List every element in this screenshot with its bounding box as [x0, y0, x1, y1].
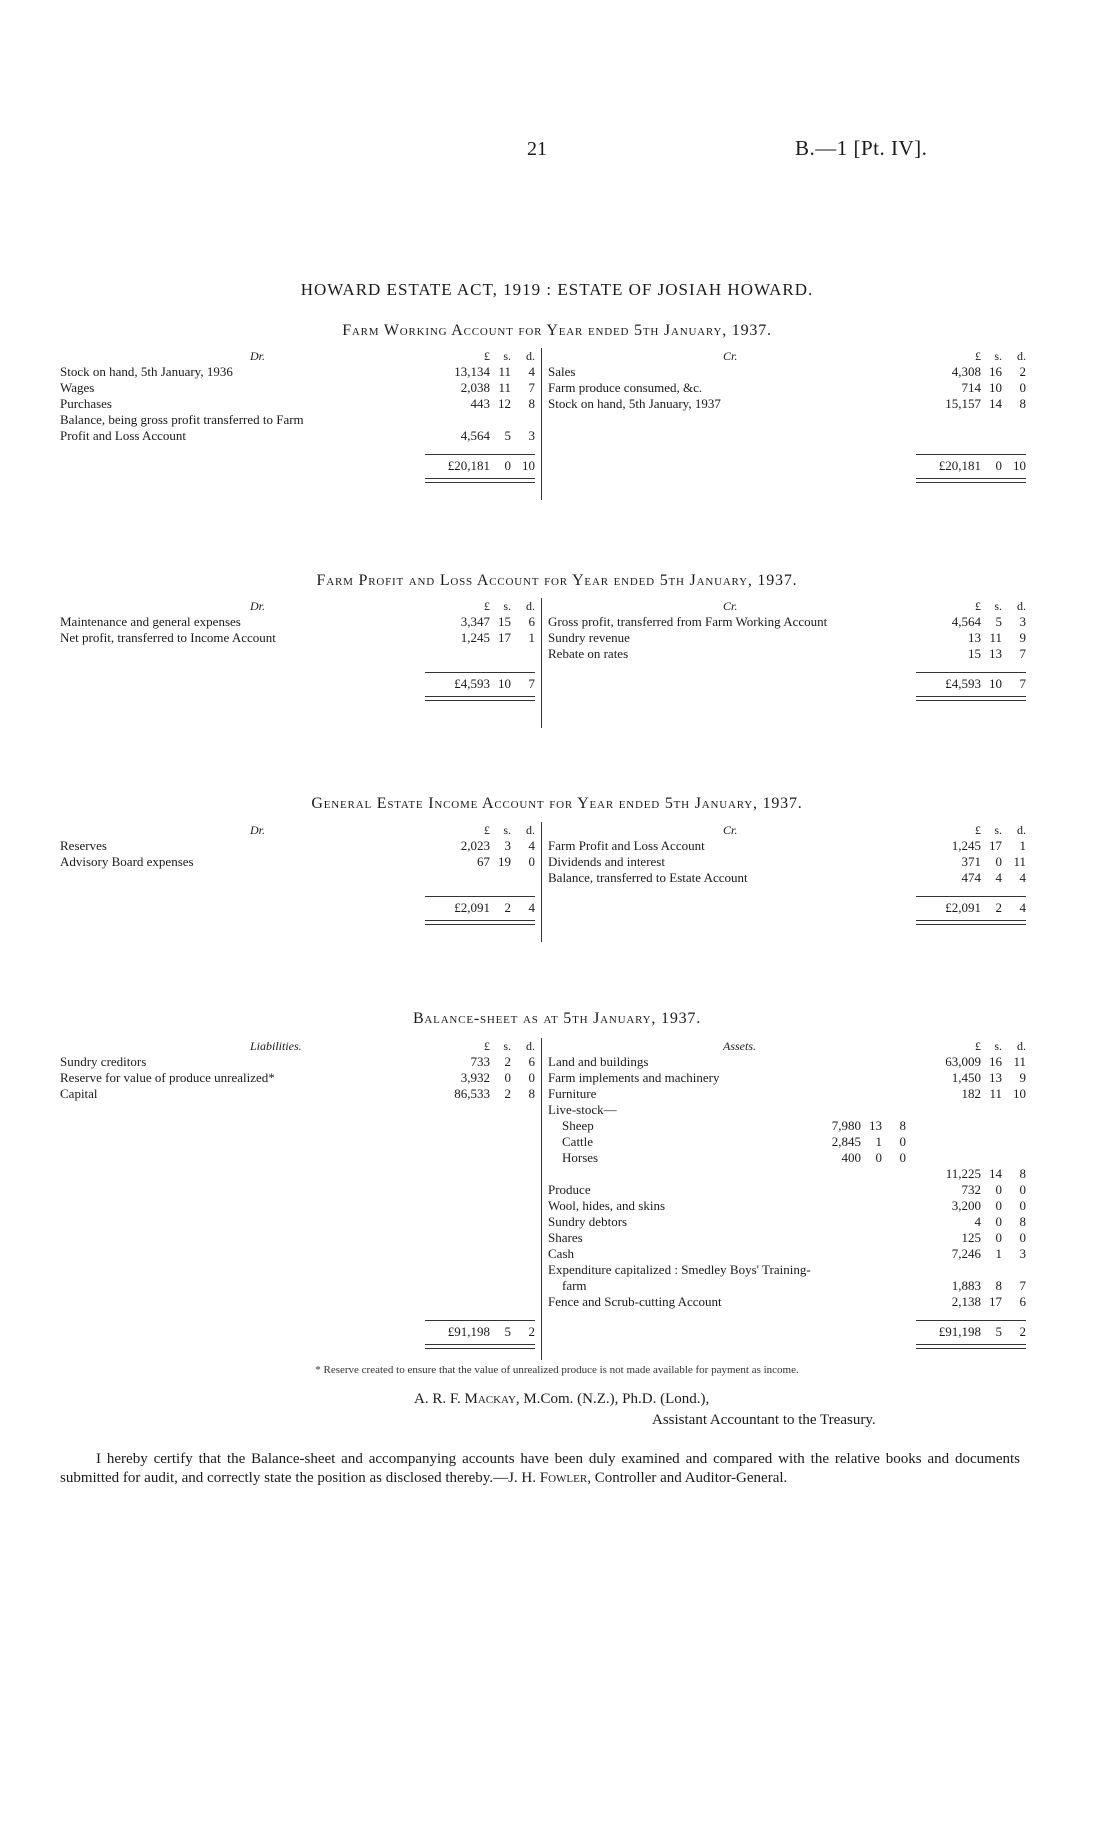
amount-pounds: 371 — [961, 854, 981, 869]
right-total-rule — [916, 896, 1026, 897]
credit-label: Cr. — [723, 599, 738, 613]
row-description: Expenditure capitalized : Smedley Boys' Training- — [548, 1262, 811, 1277]
ledger-row — [60, 364, 535, 380]
right-total-double-rule — [916, 920, 1026, 925]
amount-pounds: 86,533 — [454, 1086, 490, 1101]
pence-header: d. — [526, 599, 535, 613]
total-pounds: £20,181 — [938, 458, 981, 473]
row-description: Farm implements and machinery — [548, 1070, 720, 1085]
pound-header: £ — [975, 349, 981, 363]
row-description: Gross profit, transferred from Farm Working Account — [548, 614, 828, 629]
ledger-row — [60, 396, 535, 412]
pence-header: d. — [1017, 599, 1026, 613]
right-total-rule — [916, 1320, 1026, 1321]
amount-pounds: 2,038 — [460, 380, 490, 395]
total-shillings: 0 — [504, 458, 511, 473]
amount-shillings: 17 — [989, 838, 1002, 853]
amount-pounds: 474 — [961, 870, 981, 885]
ledger-row — [548, 1294, 1026, 1310]
amount-pence: 8 — [1019, 396, 1026, 411]
column-header — [548, 822, 1026, 838]
amount-shillings: 4 — [995, 870, 1002, 885]
certificate-signer-role: , Controller and Auditor-General. — [587, 1470, 788, 1486]
left-total-rule — [425, 672, 535, 673]
amount-pence: 6 — [528, 614, 535, 629]
amount-pounds: 63,009 — [945, 1054, 981, 1069]
pence-header: d. — [1017, 1039, 1026, 1053]
amount-shillings: 0 — [995, 1230, 1002, 1245]
left-total-rule — [425, 896, 535, 897]
ledger-row — [548, 380, 1026, 396]
amount-shillings: 17 — [498, 630, 511, 645]
ledger-row — [60, 854, 535, 870]
total-shillings: 5 — [504, 1324, 511, 1339]
ledger-row — [548, 1102, 1026, 1118]
sub-amount-shillings: 1 — [875, 1134, 882, 1149]
column-divider — [541, 822, 542, 942]
amount-pounds: 3,932 — [460, 1070, 490, 1085]
amount-pounds: 2,138 — [951, 1294, 981, 1309]
credit-side — [548, 1038, 1026, 1310]
right-total-double-rule — [916, 696, 1026, 701]
amount-pence: 0 — [528, 1070, 535, 1085]
credit-label: Cr. — [723, 349, 738, 363]
ledger-row — [548, 614, 1026, 630]
row-description: Sundry revenue — [548, 630, 630, 645]
row-description: Horses — [562, 1150, 599, 1165]
total-pounds: £91,198 — [447, 1324, 490, 1339]
amount-pence: 9 — [1019, 630, 1026, 645]
amount-pounds: 1,450 — [951, 1070, 981, 1085]
credit-side — [548, 598, 1026, 662]
amount-pence: 11 — [1013, 1054, 1026, 1069]
row-description: Farm produce consumed, &c. — [548, 380, 703, 395]
amount-pence: 8 — [528, 1086, 535, 1101]
row-description: Wages — [60, 380, 95, 395]
row-description: Wool, hides, and skins — [548, 1198, 666, 1213]
column-header — [548, 598, 1026, 614]
column-header — [60, 822, 535, 838]
amount-pence: 0 — [1019, 1182, 1026, 1197]
ledger-row — [60, 428, 535, 444]
signature-name: A. R. F. Mackay — [414, 1391, 516, 1407]
total-pounds: £4,593 — [454, 676, 490, 691]
row-description: Cattle — [562, 1134, 594, 1149]
amount-pounds: 1,245 — [460, 630, 490, 645]
ledger-row — [60, 1070, 535, 1086]
amount-pounds: 714 — [961, 380, 981, 395]
general-income-account — [60, 822, 1026, 942]
total-shillings: 2 — [504, 900, 511, 915]
amount-shillings: 13 — [989, 1070, 1002, 1085]
amount-pounds: 15 — [968, 646, 981, 661]
credit-side — [548, 348, 1026, 412]
amount-shillings: 15 — [498, 614, 511, 629]
row-description: Net profit, transferred to Income Account — [60, 630, 276, 645]
amount-pounds: 13 — [968, 630, 981, 645]
amount-shillings: 11 — [989, 630, 1002, 645]
amount-shillings: 2 — [504, 1086, 511, 1101]
ledger-row — [548, 1086, 1026, 1102]
ledger-row — [60, 630, 535, 646]
amount-pounds: 4,564 — [951, 614, 981, 629]
pence-header: d. — [526, 823, 535, 837]
row-description: Fence and Scrub-cutting Account — [548, 1294, 722, 1309]
debit-label: Dr. — [250, 599, 266, 613]
ledger-row — [60, 1086, 535, 1102]
left-total-row — [60, 676, 535, 692]
ledger-row — [60, 838, 535, 854]
ledger-row — [548, 1070, 1026, 1086]
amount-shillings: 1 — [995, 1246, 1002, 1261]
signature-quals: , M.Com. (N.Z.), Ph.D. (Lond.), — [515, 1391, 710, 1407]
ledger-row — [548, 1278, 1026, 1294]
row-description: Advisory Board expenses — [60, 854, 194, 869]
amount-shillings: 11 — [498, 364, 511, 379]
pound-header: £ — [484, 823, 490, 837]
sub-amount-pence: 0 — [899, 1150, 906, 1165]
row-description: Balance, transferred to Estate Account — [548, 870, 748, 885]
right-total-row — [548, 900, 1026, 916]
right-total-row — [548, 676, 1026, 692]
row-description: Rebate on rates — [548, 646, 629, 661]
credit-label: Assets. — [723, 1039, 756, 1053]
right-total-double-rule — [916, 478, 1026, 483]
left-total-row — [60, 1324, 535, 1340]
amount-shillings: 11 — [989, 1086, 1002, 1101]
debit-label: Liabilities. — [250, 1039, 302, 1053]
total-pounds: £20,181 — [447, 458, 490, 473]
amount-shillings: 12 — [498, 396, 511, 411]
right-total-row — [548, 458, 1026, 474]
amount-pounds: 733 — [470, 1054, 490, 1069]
debit-side — [60, 598, 535, 646]
total-pounds: £4,593 — [945, 676, 981, 691]
sub-amount-pounds: 7,980 — [831, 1118, 861, 1133]
amount-pounds: 3,200 — [951, 1198, 981, 1213]
amount-shillings: 17 — [989, 1294, 1002, 1309]
amount-pence: 11 — [1013, 854, 1026, 869]
left-total-rule — [425, 1320, 535, 1321]
amount-pence: 3 — [528, 428, 535, 443]
ledger-row — [60, 380, 535, 396]
amount-shillings: 0 — [995, 1182, 1002, 1197]
amount-pence: 1 — [1019, 838, 1026, 853]
shilling-header: s. — [994, 1039, 1002, 1053]
amount-shillings: 0 — [504, 1070, 511, 1085]
amount-pounds: 11,225 — [945, 1166, 981, 1181]
amount-pence: 10 — [1013, 1086, 1026, 1101]
balance-sheet-account — [60, 1038, 1026, 1360]
pence-header: d. — [1017, 349, 1026, 363]
amount-pence: 7 — [1019, 1278, 1026, 1293]
amount-pounds: 732 — [961, 1182, 981, 1197]
certificate-text: I hereby certify that the Balance-sheet and accompanying accounts have been duly examined and compared with the relative books and documents submitted for audit, and correctly state the position as disclosed thereby.— — [60, 1451, 1020, 1486]
ledger-row — [548, 1214, 1026, 1230]
right-total-double-rule — [916, 1344, 1026, 1349]
row-description: Sheep — [562, 1118, 594, 1133]
amount-shillings: 0 — [995, 854, 1002, 869]
total-pence: 10 — [1013, 458, 1026, 473]
amount-pounds: 4,564 — [460, 428, 490, 443]
debit-side — [60, 822, 535, 870]
row-description: Land and buildings — [548, 1054, 649, 1069]
row-description: Sundry debtors — [548, 1214, 628, 1229]
amount-pence: 8 — [1019, 1214, 1026, 1229]
shilling-header: s. — [994, 599, 1002, 613]
sub-amount-pence: 8 — [899, 1118, 906, 1133]
row-description: farm — [562, 1278, 587, 1293]
amount-shillings: 14 — [989, 396, 1002, 411]
total-shillings: 10 — [989, 676, 1002, 691]
row-description: Maintenance and general expenses — [60, 614, 241, 629]
shilling-header: s. — [503, 1039, 511, 1053]
column-divider — [541, 1038, 542, 1360]
amount-pounds: 443 — [470, 396, 490, 411]
ledger-row — [548, 1134, 1026, 1150]
right-total-rule — [916, 672, 1026, 673]
farm-pl-account — [60, 598, 1026, 728]
ledger-row — [60, 614, 535, 630]
amount-pence: 7 — [528, 380, 535, 395]
pound-header: £ — [975, 1039, 981, 1053]
footnote: * Reserve created to ensure that the value of unrealized produce is not made available for payment as income. — [315, 1364, 799, 1376]
amount-shillings: 0 — [995, 1198, 1002, 1213]
signature-line — [414, 1391, 709, 1408]
row-description: Profit and Loss Account — [60, 428, 187, 443]
sub-amount-pounds: 2,845 — [831, 1134, 861, 1149]
ledger-row — [548, 854, 1026, 870]
debit-side — [60, 1038, 535, 1102]
row-description: Stock on hand, 5th January, 1937 — [548, 396, 721, 411]
row-description: Shares — [548, 1230, 583, 1245]
row-description: Stock on hand, 5th January, 1936 — [60, 364, 233, 379]
ledger-row — [548, 1262, 1026, 1278]
farm-pl-title: Farm Profit and Loss Account for Year ended 5th January, 1937. — [316, 572, 798, 589]
farm-working-title: Farm Working Account for Year ended 5th January, 1937. — [342, 322, 772, 339]
column-divider — [541, 598, 542, 728]
left-total-double-rule — [425, 478, 535, 483]
pence-header: d. — [1017, 823, 1026, 837]
pound-header: £ — [975, 599, 981, 613]
ledger-row — [548, 1230, 1026, 1246]
total-pence: 4 — [1019, 900, 1026, 915]
row-description: Dividends and interest — [548, 854, 665, 869]
amount-pence: 2 — [1019, 364, 1026, 379]
amount-pence: 4 — [1019, 870, 1026, 885]
sub-amount-pounds: 400 — [841, 1150, 861, 1165]
left-total-rule — [425, 454, 535, 455]
main-title: HOWARD ESTATE ACT, 1919 : ESTATE OF JOSIAH HOWARD. — [300, 280, 814, 299]
row-description: Sundry creditors — [60, 1054, 147, 1069]
amount-shillings: 16 — [989, 364, 1002, 379]
ledger-row — [548, 1054, 1026, 1070]
amount-pence: 8 — [528, 396, 535, 411]
amount-pence: 8 — [1019, 1166, 1026, 1181]
amount-shillings: 3 — [504, 838, 511, 853]
amount-shillings: 19 — [498, 854, 511, 869]
shilling-header: s. — [994, 823, 1002, 837]
total-pounds: £2,091 — [945, 900, 981, 915]
signature-role: Assistant Accountant to the Treasury. — [652, 1412, 876, 1428]
row-description: Produce — [548, 1182, 591, 1197]
total-pence: 7 — [1019, 676, 1026, 691]
amount-pence: 7 — [1019, 646, 1026, 661]
shilling-header: s. — [503, 599, 511, 613]
amount-shillings: 10 — [989, 380, 1002, 395]
amount-pence: 4 — [528, 364, 535, 379]
page-number: 21 — [527, 138, 547, 160]
general-income-title: General Estate Income Account for Year ended 5th January, 1937. — [311, 795, 803, 812]
amount-pence: 0 — [528, 854, 535, 869]
farm-working-account — [60, 348, 1026, 500]
pence-header: d. — [526, 1039, 535, 1053]
column-divider — [541, 348, 542, 500]
total-pence: 2 — [1019, 1324, 1026, 1339]
amount-pence: 6 — [1019, 1294, 1026, 1309]
ledger-row — [548, 870, 1026, 886]
row-description: Live-stock— — [548, 1102, 617, 1117]
debit-label: Dr. — [250, 349, 266, 363]
ledger-row — [548, 1166, 1026, 1182]
ledger-row — [548, 1198, 1026, 1214]
sub-amount-shillings: 13 — [869, 1118, 882, 1133]
debit-label: Dr. — [250, 823, 266, 837]
row-description: Balance, being gross profit transferred to Farm — [60, 412, 304, 427]
sub-amount-shillings: 0 — [875, 1150, 882, 1165]
pence-header: d. — [526, 349, 535, 363]
amount-pounds: 2,023 — [460, 838, 490, 853]
pound-header: £ — [484, 599, 490, 613]
amount-shillings: 11 — [498, 380, 511, 395]
amount-pence: 1 — [528, 630, 535, 645]
debit-side — [60, 348, 535, 444]
total-shillings: 10 — [498, 676, 511, 691]
total-pence: 10 — [522, 458, 535, 473]
credit-label: Cr. — [723, 823, 738, 837]
amount-pounds: 67 — [477, 854, 490, 869]
right-total-rule — [916, 454, 1026, 455]
amount-pounds: 4 — [974, 1214, 981, 1229]
pound-header: £ — [484, 349, 490, 363]
shilling-header: s. — [503, 349, 511, 363]
audit-certificate — [60, 1450, 1020, 1488]
ledger-row — [548, 364, 1026, 380]
column-header — [548, 348, 1026, 364]
left-total-double-rule — [425, 920, 535, 925]
left-total-row — [60, 458, 535, 474]
ledger-row — [548, 1246, 1026, 1262]
ledger-row — [548, 630, 1026, 646]
row-description: Sales — [548, 364, 576, 379]
sub-amount-pence: 0 — [899, 1134, 906, 1149]
amount-pence: 0 — [1019, 380, 1026, 395]
right-total-row — [548, 1324, 1026, 1340]
amount-pounds: 7,246 — [951, 1246, 981, 1261]
amount-pence: 3 — [1019, 614, 1026, 629]
amount-pounds: 1,883 — [951, 1278, 981, 1293]
total-shillings: 5 — [995, 1324, 1002, 1339]
total-pounds: £2,091 — [454, 900, 490, 915]
ledger-row — [548, 1118, 1026, 1134]
amount-pence: 9 — [1019, 1070, 1026, 1085]
amount-pounds: 15,157 — [945, 396, 981, 411]
amount-pounds: 182 — [961, 1086, 981, 1101]
amount-shillings: 0 — [995, 1214, 1002, 1229]
amount-shillings: 5 — [995, 614, 1002, 629]
amount-pounds: 13,134 — [454, 364, 490, 379]
amount-shillings: 5 — [504, 428, 511, 443]
ledger-row — [548, 1150, 1026, 1166]
amount-pounds: 3,347 — [460, 614, 490, 629]
left-total-double-rule — [425, 696, 535, 701]
column-header — [60, 598, 535, 614]
credit-side — [548, 822, 1026, 886]
balance-sheet-title: Balance-sheet as at 5th January, 1937. — [412, 1010, 702, 1027]
column-header — [548, 1038, 1026, 1054]
shilling-header: s. — [994, 349, 1002, 363]
ledger-row — [548, 1182, 1026, 1198]
amount-pence: 6 — [528, 1054, 535, 1069]
column-header — [60, 1038, 535, 1054]
left-total-double-rule — [425, 1344, 535, 1349]
row-description: Cash — [548, 1246, 574, 1261]
total-pounds: £91,198 — [938, 1324, 981, 1339]
shilling-header: s. — [503, 823, 511, 837]
row-description: Capital — [60, 1086, 98, 1101]
amount-shillings: 2 — [504, 1054, 511, 1069]
amount-pence: 3 — [1019, 1246, 1026, 1261]
row-description: Furniture — [548, 1086, 597, 1101]
column-header — [60, 348, 535, 364]
ledger-row — [60, 412, 535, 428]
ledger-row — [548, 838, 1026, 854]
row-description: Purchases — [60, 396, 112, 411]
amount-shillings: 16 — [989, 1054, 1002, 1069]
pound-header: £ — [975, 823, 981, 837]
certificate-signer: J. H. Fowler — [508, 1470, 588, 1486]
total-pence: 4 — [528, 900, 535, 915]
amount-pounds: 4,308 — [951, 364, 981, 379]
total-shillings: 0 — [995, 458, 1002, 473]
ledger-row — [60, 1054, 535, 1070]
amount-pence: 0 — [1019, 1230, 1026, 1245]
ledger-row — [548, 646, 1026, 662]
row-description: Reserve for value of produce unrealized* — [60, 1070, 275, 1085]
amount-shillings: 13 — [989, 646, 1002, 661]
amount-pounds: 125 — [961, 1230, 981, 1245]
amount-pence: 0 — [1019, 1198, 1026, 1213]
amount-shillings: 8 — [995, 1278, 1002, 1293]
amount-pounds: 1,245 — [951, 838, 981, 853]
pound-header: £ — [484, 1039, 490, 1053]
ledger-row — [548, 396, 1026, 412]
amount-shillings: 14 — [989, 1166, 1002, 1181]
row-description: Reserves — [60, 838, 107, 853]
document-reference: B.—1 [Pt. IV]. — [795, 136, 928, 160]
total-pence: 7 — [528, 676, 535, 691]
row-description: Farm Profit and Loss Account — [548, 838, 705, 853]
total-pence: 2 — [528, 1324, 535, 1339]
total-shillings: 2 — [995, 900, 1002, 915]
left-total-row — [60, 900, 535, 916]
amount-pence: 4 — [528, 838, 535, 853]
